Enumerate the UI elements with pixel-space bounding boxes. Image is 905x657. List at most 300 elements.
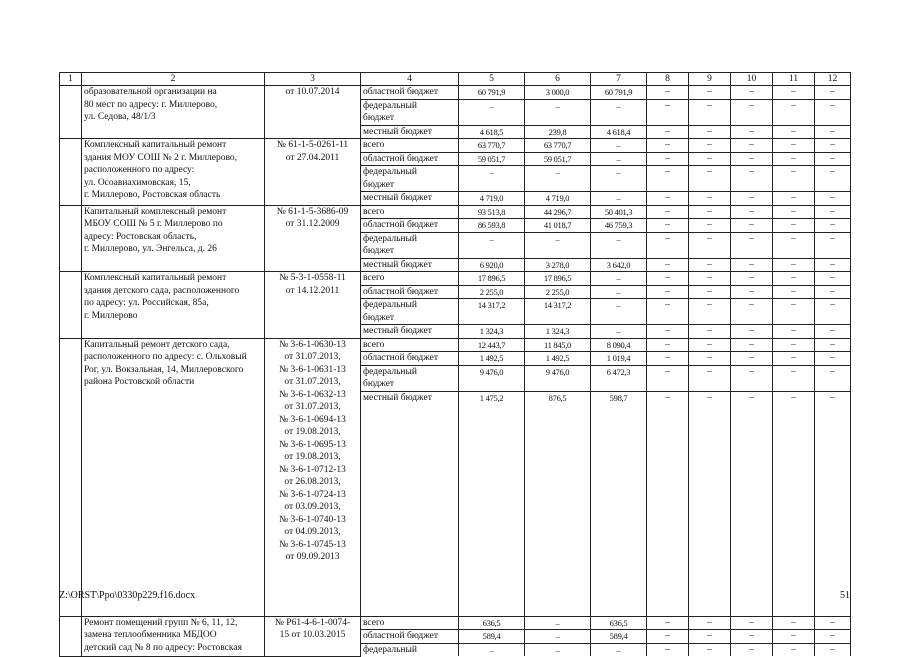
value-col6-cell: 2 255,0 — [525, 285, 591, 299]
value-col6-cell: 3 000,0 — [525, 86, 591, 100]
object-name-line: Капитальный ремонт детского сада, — [84, 339, 230, 350]
value-col7-cell: – — [591, 192, 647, 206]
value-col5-cell: 589,4 — [459, 630, 525, 644]
value-col9-cell: – — [689, 125, 731, 139]
value-col6-cell: – — [525, 630, 591, 644]
value-col9-cell: – — [689, 258, 731, 272]
funding-source-cell — [361, 285, 459, 299]
value-col5-cell: – — [459, 232, 525, 258]
funding-source-line: местный бюджет — [363, 193, 432, 203]
value-col5-cell: 1 475,2 — [459, 391, 525, 616]
value-col7-cell: 50 401,3 — [591, 205, 647, 219]
object-name-line: г. Миллерово, Ростовская область — [84, 190, 221, 200]
value-col7-cell: 4 618,4 — [591, 125, 647, 139]
object-name-cell — [82, 272, 265, 339]
value-col12-cell: – — [815, 365, 851, 391]
value-col5-cell: – — [459, 99, 525, 125]
table-row — [60, 338, 851, 352]
document-line: 15 от 10.03.2015 — [279, 630, 346, 640]
document-line: № 3-6-1-0631-13 — [279, 364, 346, 375]
value-col7-cell: 1 019,4 — [591, 352, 647, 366]
object-name-line: расположенного по адресу: — [84, 165, 195, 175]
header-row — [60, 73, 851, 86]
value-col5-cell: 93 513,8 — [459, 205, 525, 219]
document-line: № 3-6-1-0630-13 — [279, 339, 346, 350]
value-col8-cell: – — [647, 285, 689, 299]
funding-source-line: всего — [363, 140, 385, 150]
document-line: от 14.12.2011 — [285, 285, 340, 296]
document-line: от 31.07.2013, — [284, 352, 341, 362]
value-col5-cell: 17 896,5 — [459, 272, 525, 286]
value-col8-cell: – — [647, 338, 689, 352]
value-col7-cell: 598,7 — [591, 391, 647, 616]
value-col9-cell: – — [689, 205, 731, 219]
object-name-cell — [82, 86, 265, 139]
funding-source-line: областной бюджет — [363, 286, 439, 297]
header-cell: 3 — [265, 73, 361, 86]
value-col6-cell: – — [525, 166, 591, 192]
value-col6-cell: 1 492,5 — [525, 352, 591, 366]
value-col11-cell: – — [773, 125, 815, 139]
document-line: от 26.08.2013, — [284, 477, 341, 487]
table-row — [60, 205, 851, 219]
value-col10-cell: – — [731, 272, 773, 286]
object-name-line: образовательной организации на — [84, 87, 217, 97]
value-col8-cell: – — [647, 258, 689, 272]
header-cell: 8 — [647, 73, 689, 86]
funding-source-line: федеральный — [363, 300, 417, 310]
value-col9-cell: – — [689, 219, 731, 233]
value-col10-cell: – — [731, 365, 773, 391]
value-col6-cell: 17 896,5 — [525, 272, 591, 286]
funding-source-line: областной бюджет — [363, 353, 439, 363]
object-name-line: Капитальный комплексный ремонт — [84, 206, 227, 217]
value-col6-cell: 14 317,2 — [525, 299, 591, 325]
value-col12-cell: – — [815, 299, 851, 325]
value-col10-cell: – — [731, 338, 773, 352]
document-line: от 31.12.2009 — [285, 219, 340, 229]
document-cell — [265, 139, 361, 206]
value-col8-cell: – — [647, 630, 689, 644]
value-col10-cell: – — [731, 299, 773, 325]
value-col8-cell: – — [647, 192, 689, 206]
value-col9-cell: – — [689, 630, 731, 644]
value-col9-cell: – — [689, 338, 731, 352]
value-col10-cell: – — [731, 258, 773, 272]
value-col9-cell: – — [689, 232, 731, 258]
object-name-line: 80 мест по адресу: г. Миллерово, — [84, 99, 218, 110]
funding-source-cell — [361, 219, 459, 233]
object-name-line: г. Миллерово — [84, 310, 138, 321]
value-col7-cell: – — [591, 166, 647, 192]
value-col6-cell: 41 018,7 — [525, 219, 591, 233]
object-name-cell — [82, 139, 265, 206]
value-col5-cell: 9 476,0 — [459, 365, 525, 391]
object-name-line: Ремонт помещений групп № 6, 11, 12, — [84, 617, 238, 628]
funding-source-line: всего — [363, 206, 385, 217]
value-col6-cell: 9 476,0 — [525, 365, 591, 391]
document-line: от 10.07.2014 — [285, 87, 340, 97]
value-col12-cell: – — [815, 86, 851, 100]
value-col6-cell: 3 278,0 — [525, 258, 591, 272]
header-cell: 4 — [361, 73, 459, 86]
value-col9-cell: – — [689, 272, 731, 286]
row-number-cell — [60, 272, 82, 339]
table-row — [60, 616, 851, 630]
funding-source-cell — [361, 325, 459, 339]
value-col11-cell: – — [773, 232, 815, 258]
value-col11-cell: – — [773, 616, 815, 630]
value-col8-cell: – — [647, 352, 689, 366]
value-col7-cell: – — [591, 152, 647, 166]
value-col10-cell: – — [731, 125, 773, 139]
funding-source-line: всего — [363, 339, 385, 350]
value-col7-cell: 589,4 — [591, 630, 647, 644]
row-number-cell — [60, 139, 82, 206]
value-col10-cell: – — [731, 616, 773, 630]
object-name-line: адресу: Ростовская область, — [84, 231, 197, 242]
value-col11-cell: – — [773, 99, 815, 125]
object-name-cell — [82, 616, 265, 656]
value-col12-cell: – — [815, 616, 851, 630]
value-col7-cell: 636,5 — [591, 616, 647, 630]
document-line: № 61-1-5-3686-09 — [276, 206, 349, 217]
footer-file-path: Z:\ORST\Ppo\0330p229.f16.docx — [59, 590, 196, 601]
funding-source-line: местный бюджет — [363, 126, 432, 137]
value-col5-cell: 1 324,3 — [459, 325, 525, 339]
value-col5-cell: 1 492,5 — [459, 352, 525, 366]
document-cell — [265, 338, 361, 616]
value-col10-cell: – — [731, 99, 773, 125]
funding-source-cell — [361, 152, 459, 166]
funding-source-cell — [361, 352, 459, 366]
value-col8-cell: – — [647, 365, 689, 391]
value-col10-cell: – — [731, 152, 773, 166]
value-col5-cell: 59 051,7 — [459, 152, 525, 166]
object-name-line: г. Миллерово, ул. Энгельса, д. 26 — [84, 244, 217, 254]
value-col11-cell: – — [773, 352, 815, 366]
value-col8-cell: – — [647, 166, 689, 192]
value-col5-cell: 4 719,0 — [459, 192, 525, 206]
value-col9-cell: – — [689, 352, 731, 366]
object-name-line: здания МОУ СОШ № 2 г. Миллерово, — [84, 152, 237, 163]
value-col10-cell: – — [731, 630, 773, 644]
value-col12-cell: – — [815, 192, 851, 206]
row-number-cell — [60, 616, 82, 656]
funding-source-cell — [361, 139, 459, 153]
value-col11-cell: – — [773, 258, 815, 272]
value-col11-cell: – — [773, 338, 815, 352]
document-cell — [265, 272, 361, 339]
value-col11-cell: – — [773, 285, 815, 299]
document-line: от 19.08.2013, — [284, 452, 341, 462]
value-col12-cell: – — [815, 166, 851, 192]
value-col8-cell: – — [647, 125, 689, 139]
funding-source-cell — [361, 86, 459, 100]
budget-table — [59, 72, 851, 657]
footer-page-number: 51 — [840, 590, 850, 601]
value-col12-cell: – — [815, 391, 851, 616]
value-col11-cell: – — [773, 365, 815, 391]
value-col9-cell: – — [689, 166, 731, 192]
value-col5-cell: 6 920,0 — [459, 258, 525, 272]
document-line: от 03.09.2013, — [284, 502, 341, 512]
value-col11-cell: – — [773, 630, 815, 644]
funding-source-line: бюджет — [363, 113, 395, 123]
value-col8-cell: – — [647, 299, 689, 325]
value-col11-cell: – — [773, 205, 815, 219]
value-col8-cell: – — [647, 232, 689, 258]
value-col5-cell: 2 255,0 — [459, 285, 525, 299]
value-col5-cell: – — [459, 166, 525, 192]
value-col7-cell: – — [591, 299, 647, 325]
header-cell: 12 — [815, 73, 851, 86]
header-cell: 6 — [525, 73, 591, 86]
funding-source-cell — [361, 205, 459, 219]
funding-source-cell — [361, 258, 459, 272]
value-col8-cell: – — [647, 205, 689, 219]
value-col10-cell: – — [731, 205, 773, 219]
header-cell: 1 — [60, 73, 82, 86]
value-col8-cell: – — [647, 152, 689, 166]
funding-source-line: бюджет — [363, 179, 395, 190]
document-line: от 09.09.2013 — [285, 552, 340, 562]
document-line: № 3-6-1-0724-13 — [279, 489, 346, 500]
value-col8-cell: – — [647, 391, 689, 616]
funding-source-cell — [361, 616, 459, 630]
value-col5-cell: 4 618,5 — [459, 125, 525, 139]
funding-source-line: федеральный — [363, 644, 417, 655]
funding-source-line: бюджет — [363, 312, 395, 323]
value-col6-cell: – — [525, 616, 591, 630]
value-col11-cell: – — [773, 325, 815, 339]
value-col12-cell: – — [815, 630, 851, 644]
object-name-line: Рог, ул. Вокзальная, 14, Миллеровского — [84, 364, 244, 375]
document-cell — [265, 86, 361, 139]
funding-source-line: всего — [363, 273, 385, 283]
funding-source-cell — [361, 272, 459, 286]
value-col12-cell: – — [815, 205, 851, 219]
value-col8-cell: – — [647, 643, 689, 656]
value-col5-cell: – — [459, 643, 525, 656]
funding-source-line: областной бюджет — [363, 153, 439, 164]
object-name-cell — [82, 205, 265, 272]
funding-source-line: областной бюджет — [363, 631, 439, 641]
value-col12-cell: – — [815, 258, 851, 272]
object-name-line: детский сад № 8 по адресу: Ростовская — [84, 642, 242, 653]
table-row — [60, 139, 851, 153]
value-col8-cell: – — [647, 139, 689, 153]
value-col12-cell: – — [815, 99, 851, 125]
value-col7-cell: – — [591, 99, 647, 125]
value-col9-cell: – — [689, 152, 731, 166]
value-col12-cell: – — [815, 338, 851, 352]
value-col11-cell: – — [773, 643, 815, 656]
object-name-line: здания детского сада, расположенного — [84, 285, 240, 296]
object-name-line: Комплексный капитальный ремонт — [84, 273, 227, 283]
funding-source-cell — [361, 643, 459, 656]
value-col6-cell: – — [525, 99, 591, 125]
value-col10-cell: – — [731, 139, 773, 153]
funding-source-cell — [361, 166, 459, 192]
document-line: от 31.07.2013, — [284, 377, 341, 387]
document-line: № 5-3-1-0558-11 — [279, 273, 346, 283]
document-line: № 3-6-1-0712-13 — [279, 464, 346, 475]
table-body — [60, 73, 851, 657]
value-col10-cell: – — [731, 325, 773, 339]
funding-source-line: областной бюджет — [363, 220, 439, 230]
value-col11-cell: – — [773, 299, 815, 325]
table-row — [60, 272, 851, 286]
funding-source-line: федеральный — [363, 233, 417, 244]
value-col6-cell: – — [525, 232, 591, 258]
value-col10-cell: – — [731, 219, 773, 233]
value-col12-cell: – — [815, 352, 851, 366]
document-line: от 31.07.2013, — [284, 402, 341, 412]
value-col6-cell: 44 296,7 — [525, 205, 591, 219]
value-col5-cell: 12 443,7 — [459, 338, 525, 352]
object-name-line: района Ростовской области — [84, 377, 195, 387]
value-col9-cell: – — [689, 643, 731, 656]
value-col9-cell: – — [689, 391, 731, 616]
value-col7-cell: 3 642,0 — [591, 258, 647, 272]
funding-source-cell — [361, 232, 459, 258]
value-col9-cell: – — [689, 139, 731, 153]
value-col9-cell: – — [689, 192, 731, 206]
value-col8-cell: – — [647, 99, 689, 125]
funding-source-cell — [361, 299, 459, 325]
value-col11-cell: – — [773, 166, 815, 192]
value-col7-cell: 60 791,9 — [591, 86, 647, 100]
funding-source-line: федеральный — [363, 366, 417, 377]
value-col7-cell: – — [591, 285, 647, 299]
row-number-cell — [60, 338, 82, 616]
document-line: № 3-6-1-0632-13 — [279, 389, 346, 400]
funding-source-cell — [361, 192, 459, 206]
value-col11-cell: – — [773, 192, 815, 206]
document-line: № 3-6-1-0745-13 — [279, 539, 346, 550]
value-col6-cell: – — [525, 643, 591, 656]
value-col6-cell: 11 845,0 — [525, 338, 591, 352]
header-cell: 10 — [731, 73, 773, 86]
object-name-line: ул. Осоавиахимовская, 15, — [84, 177, 191, 188]
object-name-line: по адресу: ул. Российская, 85а, — [84, 298, 209, 308]
value-col9-cell: – — [689, 299, 731, 325]
document-line: № 61-1-5-0261-11 — [276, 140, 349, 150]
header-cell: 11 — [773, 73, 815, 86]
value-col10-cell: – — [731, 285, 773, 299]
value-col10-cell: – — [731, 352, 773, 366]
document-line: от 27.04.2011 — [285, 152, 340, 163]
value-col5-cell: 14 317,2 — [459, 299, 525, 325]
value-col6-cell: 4 719,0 — [525, 192, 591, 206]
value-col12-cell: – — [815, 272, 851, 286]
value-col10-cell: – — [731, 192, 773, 206]
funding-source-line: бюджет — [363, 379, 395, 389]
value-col10-cell: – — [731, 86, 773, 100]
value-col6-cell: 63 770,7 — [525, 139, 591, 153]
value-col5-cell: 636,5 — [459, 616, 525, 630]
object-name-line: Комплексный капитальный ремонт — [84, 140, 227, 150]
value-col7-cell: – — [591, 139, 647, 153]
value-col9-cell: – — [689, 99, 731, 125]
row-number-cell — [60, 205, 82, 272]
value-col7-cell: – — [591, 272, 647, 286]
header-cell: 5 — [459, 73, 525, 86]
header-cell: 7 — [591, 73, 647, 86]
value-col9-cell: – — [689, 616, 731, 630]
object-name-line: МБОУ СОШ № 5 г. Миллерово по — [84, 219, 223, 229]
document-line: № 3-6-1-0740-13 — [279, 514, 346, 525]
funding-source-line: областной бюджет — [363, 87, 439, 97]
funding-source-cell — [361, 338, 459, 352]
funding-source-line: федеральный — [363, 167, 417, 177]
value-col8-cell: – — [647, 219, 689, 233]
value-col7-cell: – — [591, 325, 647, 339]
value-col11-cell: – — [773, 272, 815, 286]
value-col9-cell: – — [689, 325, 731, 339]
value-col12-cell: – — [815, 219, 851, 233]
value-col7-cell: – — [591, 643, 647, 656]
value-col6-cell: 59 051,7 — [525, 152, 591, 166]
document-line: от 04.09.2013, — [284, 527, 341, 537]
value-col10-cell: – — [731, 391, 773, 616]
value-col11-cell: – — [773, 391, 815, 616]
value-col12-cell: – — [815, 125, 851, 139]
value-col6-cell: 876,5 — [525, 391, 591, 616]
funding-source-line: местный бюджет — [363, 392, 432, 403]
funding-source-line: местный бюджет — [363, 326, 432, 336]
funding-source-cell — [361, 365, 459, 391]
value-col12-cell: – — [815, 232, 851, 258]
object-name-line: замена теплообменника МБДОО — [84, 630, 217, 640]
document-table-region — [59, 72, 850, 657]
value-col12-cell: – — [815, 139, 851, 153]
value-col8-cell: – — [647, 616, 689, 630]
value-col8-cell: – — [647, 86, 689, 100]
object-name-cell — [82, 338, 265, 616]
value-col6-cell: 1 324,3 — [525, 325, 591, 339]
object-name-line: ул. Седова, 48/1/3 — [84, 112, 156, 122]
value-col7-cell: 6 472,3 — [591, 365, 647, 391]
value-col5-cell: 86 593,8 — [459, 219, 525, 233]
funding-source-cell — [361, 99, 459, 125]
row-number-cell — [60, 86, 82, 139]
value-col9-cell: – — [689, 86, 731, 100]
funding-source-line: федеральный — [363, 100, 417, 111]
funding-source-cell — [361, 391, 459, 616]
value-col12-cell: – — [815, 325, 851, 339]
document-cell — [265, 205, 361, 272]
value-col10-cell: – — [731, 232, 773, 258]
document-line: от 19.08.2013, — [284, 427, 341, 437]
value-col7-cell: 8 090,4 — [591, 338, 647, 352]
value-col11-cell: – — [773, 86, 815, 100]
value-col10-cell: – — [731, 643, 773, 656]
funding-source-cell — [361, 630, 459, 644]
value-col9-cell: – — [689, 285, 731, 299]
header-cell: 9 — [689, 73, 731, 86]
document-cell — [265, 616, 361, 656]
object-name-line: расположенного по адресу: с. Ольховый — [84, 352, 247, 362]
funding-source-line: бюджет — [363, 246, 395, 256]
document-line: № 3-6-1-0694-13 — [279, 414, 346, 425]
value-col8-cell: – — [647, 272, 689, 286]
funding-source-cell — [361, 125, 459, 139]
value-col12-cell: – — [815, 152, 851, 166]
value-col9-cell: – — [689, 365, 731, 391]
value-col11-cell: – — [773, 139, 815, 153]
